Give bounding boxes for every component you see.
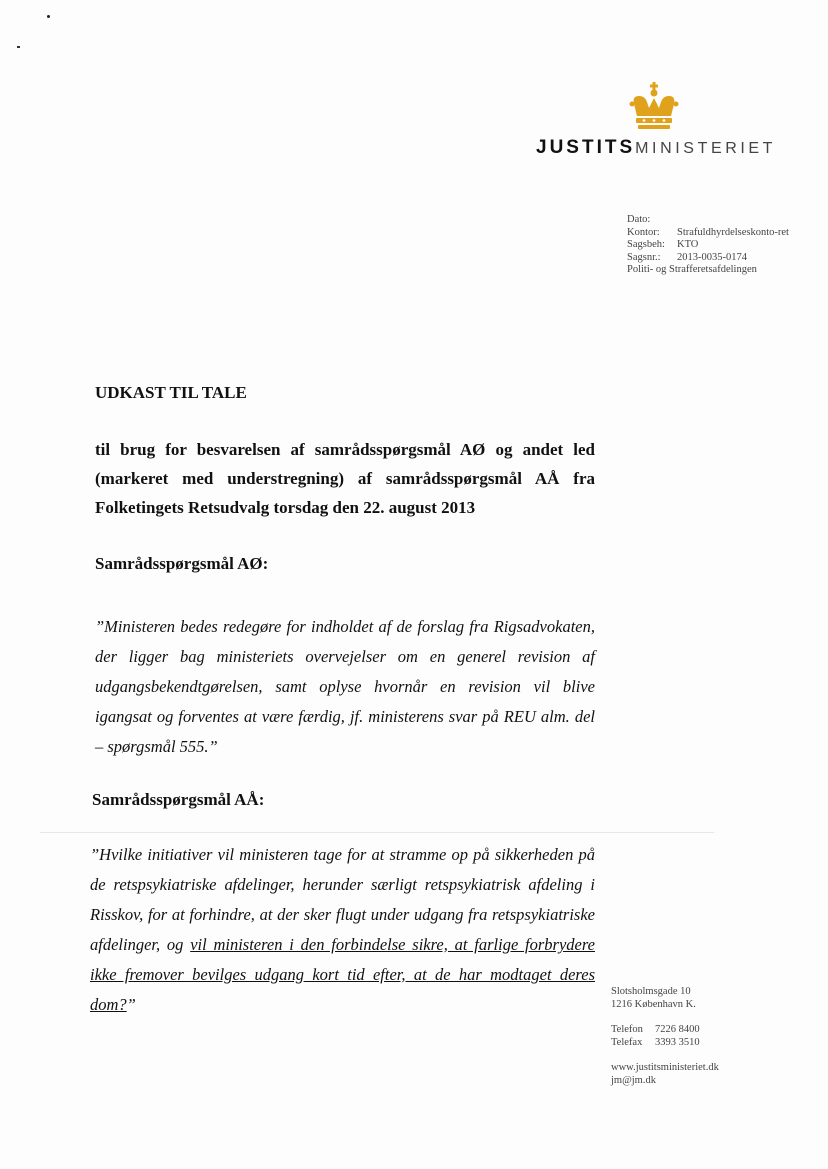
telefax-label: Telefax [611, 1037, 643, 1048]
footer-telefon [611, 1023, 719, 1036]
question-text-aa-end: ” [126, 995, 136, 1014]
document-intro: til brug for besvarelsen af samrådsspørgsmål AØ og andet led (markeret med understregning) af samrådsspørgsmål AÅ fra Folketingets Retsudvalg torsdag den 22. august 2013 [95, 440, 595, 517]
meta-label: Dato: [627, 214, 651, 225]
footer-contact [611, 985, 719, 1087]
meta-row-sagsnr [627, 252, 797, 265]
question-text-ao: ”Ministeren bedes redegøre for indholdet af de forslag fra Rigsadvokaten, der ligger bag ministeriets overvejelser om en generel revision af udgangsbekendtgørelsen, samt oplyse hvornår en revision vil blive igangsat og forventes at være færdig, jf. ministerens svar på REU alm. del – spørgsmål 555.” [95, 617, 595, 756]
meta-value [677, 214, 797, 227]
meta-row-sagsbeh [627, 239, 797, 252]
footer-website: www.justitsministeriet.dk [611, 1062, 719, 1073]
telefax-value: 3393 3510 [655, 1037, 700, 1048]
meta-label: Kontor: [627, 226, 660, 238]
question-heading-ao: Samrådsspørgsmål AØ: [95, 554, 269, 573]
question-text-aa-part1: ”Hvilke initiativer vil ministeren tage for at stramme op på sikkerheden på de retspsykiatriske afdelinger, herunder særligt retspsykiatrisk afdeling i Risskov, for at forhindre, at der sker flugt under udgang fra retspsykiatriske afdelinger, og [90, 845, 595, 954]
meta-label: Sagsbeh: [627, 239, 665, 250]
footer-email: jm@jm.dk [611, 1075, 656, 1086]
meta-value: 2013-0035-0174 [677, 251, 747, 263]
meta-department: Politi- og Strafferetsafdelingen [627, 264, 757, 275]
ministry-logo [536, 137, 776, 159]
document-metadata [627, 214, 797, 277]
logo-text-light: MINISTERIET [635, 140, 777, 157]
footer-city: 1216 København K. [611, 999, 696, 1010]
meta-value: KTO [677, 239, 699, 250]
meta-row-dato [627, 214, 797, 227]
meta-value: Strafuldhyrdelseskonto-ret [677, 226, 789, 238]
logo-text-bold: JUSTITS [536, 137, 636, 158]
meta-row-kontor [627, 227, 797, 240]
question-text-aa-underlined: vil ministeren i den forbindelse sikre, at farlige forbrydere ikke fremover bevilges udgang kort tid efter, at de har modtaget deres dom? [90, 935, 595, 1014]
meta-label: Sagsnr.: [627, 251, 661, 263]
scan-speck [47, 15, 50, 18]
crown-icon [629, 82, 679, 130]
footer-telefax [611, 1036, 719, 1049]
telefon-value: 7226 8400 [655, 1024, 700, 1035]
footer-street: Slotsholmsgade 10 [611, 986, 691, 997]
question-heading-aa: Samrådsspørgsmål AÅ: [92, 790, 265, 809]
question-text-aa [90, 840, 595, 1020]
scan-divider-line [40, 832, 714, 833]
telefon-label: Telefon [611, 1024, 643, 1035]
document-title: UDKAST TIL TALE [95, 383, 247, 402]
scan-speck [17, 46, 20, 48]
